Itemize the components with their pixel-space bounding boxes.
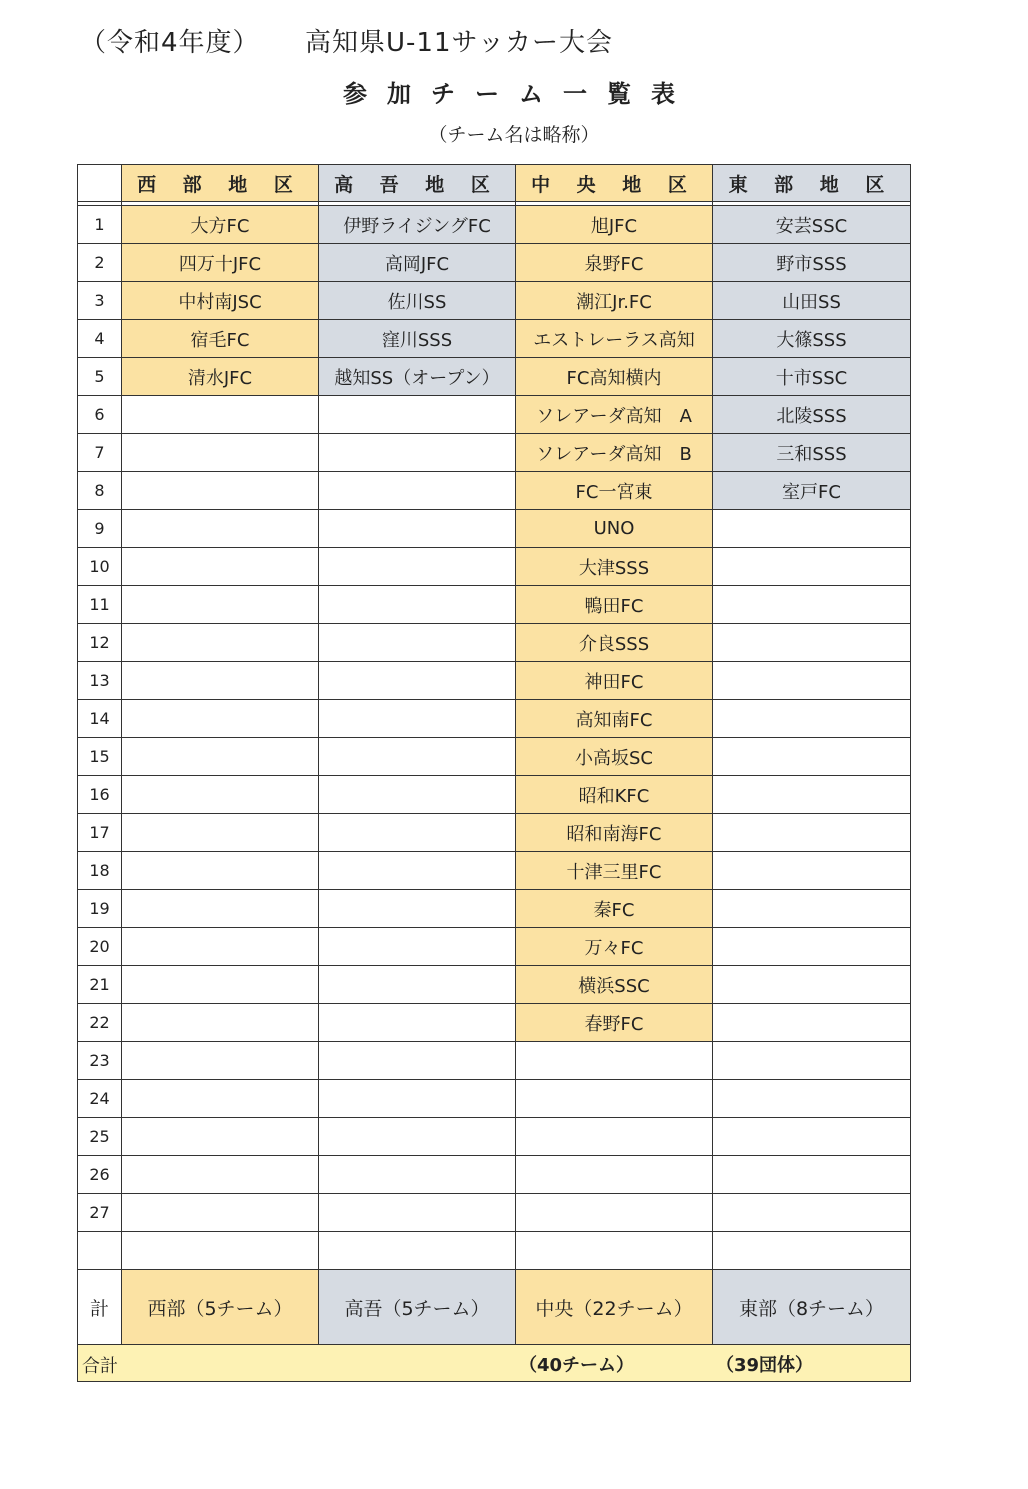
- grand-total-organizations: （39団体）: [716, 1355, 814, 1376]
- team-cell: 野市SSS: [713, 244, 911, 282]
- table-row: [78, 1042, 911, 1080]
- row-number: 22: [78, 1004, 122, 1042]
- corner-cell: [78, 165, 122, 202]
- header-row: [78, 165, 911, 202]
- row-number: 10: [78, 548, 122, 586]
- table-row: [78, 1232, 911, 1270]
- team-cell: [713, 890, 911, 928]
- table-row: [78, 358, 911, 396]
- team-cell: [319, 472, 516, 510]
- team-cell: 大篠SSS: [713, 320, 911, 358]
- team-cell: [122, 624, 319, 662]
- team-cell: [516, 1194, 713, 1232]
- table-row: [78, 1118, 911, 1156]
- team-cell: [122, 1156, 319, 1194]
- team-cell: [319, 396, 516, 434]
- team-cell: [516, 1232, 713, 1270]
- team-cell: [713, 586, 911, 624]
- team-cell: [122, 738, 319, 776]
- team-cell: [122, 928, 319, 966]
- table-row: [78, 1080, 911, 1118]
- table-row: [78, 434, 911, 472]
- team-cell: [713, 1156, 911, 1194]
- team-cell: [122, 548, 319, 586]
- team-cell: [319, 1194, 516, 1232]
- team-cell: [122, 472, 319, 510]
- team-cell: 佐川SS: [319, 282, 516, 320]
- team-cell: 昭和南海FC: [516, 814, 713, 852]
- row-number: 27: [78, 1194, 122, 1232]
- team-cell: [713, 814, 911, 852]
- team-cell: [713, 1118, 911, 1156]
- row-number: 12: [78, 624, 122, 662]
- row-number: 16: [78, 776, 122, 814]
- team-cell: [319, 1118, 516, 1156]
- team-cell: [319, 434, 516, 472]
- team-cell: 小高坂SC: [516, 738, 713, 776]
- column-header-central: 中 央 地 区: [516, 165, 713, 202]
- team-cell: 窪川SSS: [319, 320, 516, 358]
- team-cell: [713, 1232, 911, 1270]
- row-number: 8: [78, 472, 122, 510]
- team-cell: 鴨田FC: [516, 586, 713, 624]
- team-cell: 秦FC: [516, 890, 713, 928]
- table-row: [78, 396, 911, 434]
- row-number: 9: [78, 510, 122, 548]
- team-cell: [713, 1194, 911, 1232]
- team-cell: [713, 1080, 911, 1118]
- table-row: [78, 738, 911, 776]
- team-cell: [122, 434, 319, 472]
- team-cell: 十津三里FC: [516, 852, 713, 890]
- team-cell: 越知SS（オープン）: [319, 358, 516, 396]
- team-cell: [319, 814, 516, 852]
- table-row: [78, 320, 911, 358]
- row-number: 13: [78, 662, 122, 700]
- team-cell: [122, 1080, 319, 1118]
- column-header-kogo: 高 吾 地 区: [319, 165, 516, 202]
- table-row: [78, 852, 911, 890]
- row-number: 3: [78, 282, 122, 320]
- team-cell: ソレアーダ高知 B: [516, 434, 713, 472]
- table-row: [78, 244, 911, 282]
- row-number: 19: [78, 890, 122, 928]
- team-cell: 高岡JFC: [319, 244, 516, 282]
- page-title: 高知県U-11サッカー大会: [305, 28, 613, 58]
- team-cell: [319, 966, 516, 1004]
- table-row: [78, 472, 911, 510]
- table-row: [78, 776, 911, 814]
- team-cell: [516, 1042, 713, 1080]
- team-cell: [319, 1080, 516, 1118]
- team-cell: 四万十JFC: [122, 244, 319, 282]
- team-cell: 大津SSS: [516, 548, 713, 586]
- row-number: 23: [78, 1042, 122, 1080]
- row-number: [78, 1232, 122, 1270]
- fiscal-year: （令和4年度）: [80, 28, 260, 58]
- team-cell: [122, 1118, 319, 1156]
- team-cell: [319, 738, 516, 776]
- team-cell: [713, 1004, 911, 1042]
- team-cell: [122, 852, 319, 890]
- team-cell: [319, 1004, 516, 1042]
- team-cell: [319, 624, 516, 662]
- team-cell: 清水JFC: [122, 358, 319, 396]
- team-cell: 泉野FC: [516, 244, 713, 282]
- team-cell: [122, 890, 319, 928]
- team-cell: 介良SSS: [516, 624, 713, 662]
- team-cell: [713, 624, 911, 662]
- team-cell: UNO: [516, 510, 713, 548]
- region-total: 中央（22チーム）: [516, 1270, 713, 1345]
- row-number: 1: [78, 206, 122, 244]
- team-cell: 宿毛FC: [122, 320, 319, 358]
- row-number: 15: [78, 738, 122, 776]
- table-row: [78, 814, 911, 852]
- row-number: 18: [78, 852, 122, 890]
- table-row: [78, 700, 911, 738]
- region-total: 東部（8チーム）: [713, 1270, 911, 1345]
- row-number: 14: [78, 700, 122, 738]
- row-number: 2: [78, 244, 122, 282]
- team-cell: [122, 662, 319, 700]
- team-cell: [122, 776, 319, 814]
- team-cell: [319, 776, 516, 814]
- note: （チーム名は略称）: [428, 124, 600, 146]
- table-row: [78, 282, 911, 320]
- team-table: [77, 164, 911, 1382]
- team-cell: 北陵SSS: [713, 396, 911, 434]
- team-cell: 十市SSC: [713, 358, 911, 396]
- team-cell: FC高知横内: [516, 358, 713, 396]
- team-cell: [122, 1194, 319, 1232]
- table-row: [78, 928, 911, 966]
- team-cell: 昭和KFC: [516, 776, 713, 814]
- team-cell: [319, 890, 516, 928]
- team-cell: 中村南JSC: [122, 282, 319, 320]
- team-cell: [122, 586, 319, 624]
- totals-row: [78, 1270, 911, 1345]
- team-cell: [713, 548, 911, 586]
- row-number: 25: [78, 1118, 122, 1156]
- team-cell: [319, 1232, 516, 1270]
- table-row: [78, 586, 911, 624]
- row-number: 6: [78, 396, 122, 434]
- row-number: 21: [78, 966, 122, 1004]
- team-cell: [319, 510, 516, 548]
- team-cell: 万々FC: [516, 928, 713, 966]
- team-cell: [713, 738, 911, 776]
- team-cell: [122, 814, 319, 852]
- table-row: [78, 510, 911, 548]
- team-cell: [122, 1232, 319, 1270]
- row-number: 24: [78, 1080, 122, 1118]
- team-cell: [319, 1042, 516, 1080]
- table-row: [78, 966, 911, 1004]
- team-cell: [319, 928, 516, 966]
- team-cell: [319, 662, 516, 700]
- team-cell: エストレーラス高知: [516, 320, 713, 358]
- team-cell: 安芸SSC: [713, 206, 911, 244]
- grand-total-teams: （40チーム）: [519, 1355, 635, 1376]
- team-cell: [319, 1156, 516, 1194]
- team-cell: [319, 548, 516, 586]
- team-cell: [516, 1156, 713, 1194]
- team-cell: [122, 1004, 319, 1042]
- team-cell: [319, 852, 516, 890]
- totals-label: 計: [78, 1270, 122, 1345]
- team-cell: 神田FC: [516, 662, 713, 700]
- table-row: [78, 1156, 911, 1194]
- team-cell: [713, 776, 911, 814]
- team-cell: FC一宮東: [516, 472, 713, 510]
- team-cell: [122, 396, 319, 434]
- row-number: 26: [78, 1156, 122, 1194]
- team-cell: [713, 662, 911, 700]
- team-cell: [122, 510, 319, 548]
- subtitle: 参加チーム一覧表: [343, 80, 695, 108]
- team-cell: 高知南FC: [516, 700, 713, 738]
- team-cell: 大方FC: [122, 206, 319, 244]
- team-cell: [516, 1080, 713, 1118]
- team-cell: 三和SSS: [713, 434, 911, 472]
- team-cell: [516, 1118, 713, 1156]
- team-cell: [713, 510, 911, 548]
- table-row: [78, 624, 911, 662]
- team-cell: 潮江Jr.FC: [516, 282, 713, 320]
- row-number: 11: [78, 586, 122, 624]
- team-cell: 伊野ライジングFC: [319, 206, 516, 244]
- table-row: [78, 1194, 911, 1232]
- row-number: 17: [78, 814, 122, 852]
- team-cell: [122, 700, 319, 738]
- table-row: [78, 206, 911, 244]
- row-number: 4: [78, 320, 122, 358]
- team-cell: [713, 1042, 911, 1080]
- row-number: 7: [78, 434, 122, 472]
- team-cell: [713, 852, 911, 890]
- team-cell: 山田SS: [713, 282, 911, 320]
- team-cell: ソレアーダ高知 A: [516, 396, 713, 434]
- table-row: [78, 662, 911, 700]
- table-row: [78, 890, 911, 928]
- team-cell: [713, 928, 911, 966]
- table-row: [78, 548, 911, 586]
- header-line: [0, 22, 1028, 62]
- region-total: 高吾（5チーム）: [319, 1270, 516, 1345]
- table-row: [78, 1004, 911, 1042]
- team-cell: 旭JFC: [516, 206, 713, 244]
- summary-row: [78, 1345, 911, 1382]
- column-header-east: 東 部 地 区: [713, 165, 911, 202]
- row-number: 20: [78, 928, 122, 966]
- team-cell: [319, 586, 516, 624]
- region-total: 西部（5チーム）: [122, 1270, 319, 1345]
- team-cell: 横浜SSC: [516, 966, 713, 1004]
- summary-cell: [78, 1345, 911, 1382]
- team-cell: 室戸FC: [713, 472, 911, 510]
- team-cell: [122, 1042, 319, 1080]
- team-cell: [713, 966, 911, 1004]
- team-cell: [713, 700, 911, 738]
- grand-total-label: 合計: [82, 1356, 118, 1377]
- team-cell: [319, 700, 516, 738]
- column-header-west: 西 部 地 区: [122, 165, 319, 202]
- team-cell: 春野FC: [516, 1004, 713, 1042]
- team-cell: [122, 966, 319, 1004]
- row-number: 5: [78, 358, 122, 396]
